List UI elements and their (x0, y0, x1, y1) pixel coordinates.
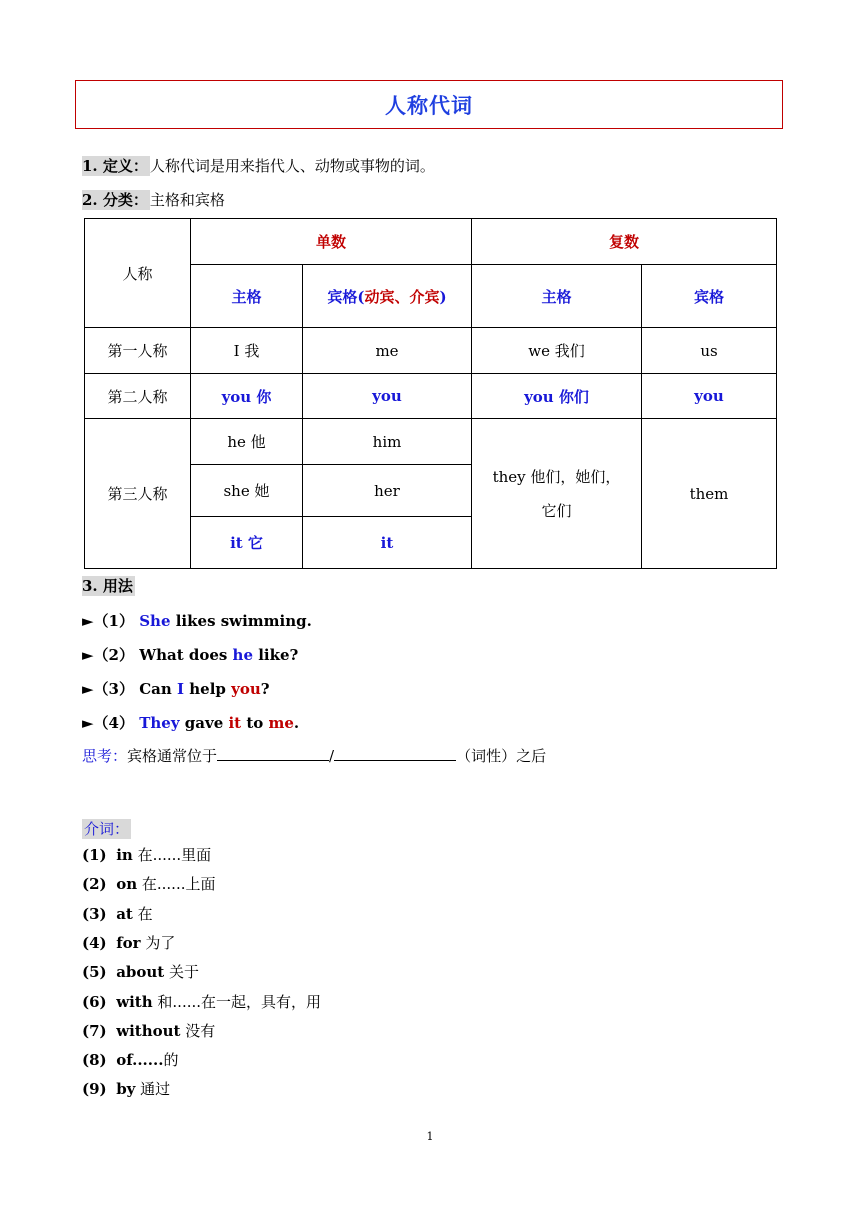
second-sing-subj: you 你 (191, 374, 303, 419)
row-label-second: 第二人称 (85, 374, 191, 419)
classification-line (82, 190, 225, 210)
preposition-item: (6) with 和......在一起，具有，用 (82, 992, 322, 1011)
definition-line (82, 156, 435, 176)
classification-text: 主格和宾格 (149, 191, 225, 209)
preposition-item: (5) about 关于 (82, 963, 200, 982)
third-plur-obj: them (642, 419, 777, 569)
page-number: 1 (426, 1130, 434, 1143)
blank-2[interactable] (334, 746, 456, 761)
example-4: ►（4） They gave it to me. (82, 714, 300, 732)
third-it: it 它 (191, 517, 303, 569)
prepositions-label: 介词： (84, 820, 130, 838)
example-2: ►（2） What does he like? (82, 646, 299, 664)
singular-header: 单数 (191, 219, 472, 265)
second-plur-subj: you 你们 (472, 374, 642, 419)
third-she: she 她 (191, 465, 303, 517)
singular-objective-header: 宾格(动宾、介宾) (303, 265, 472, 328)
third-it-obj: it (303, 517, 472, 569)
plural-subjective-header: 主格 (472, 265, 642, 328)
first-plur-subj: we 我们 (472, 328, 642, 374)
third-plur-subj: they 他们，她们， 它们 (472, 419, 642, 569)
pronoun-table (84, 218, 777, 569)
first-sing-obj: me (303, 328, 472, 374)
second-plur-obj: you (642, 374, 777, 419)
row-label-first: 第一人称 (85, 328, 191, 374)
classification-label: 2. 分类： (82, 191, 148, 209)
prepositions-heading (82, 819, 131, 839)
plural-header: 复数 (472, 219, 777, 265)
first-sing-subj: I 我 (191, 328, 303, 374)
row-label-third: 第三人称 (85, 419, 191, 569)
page-title: 人称代词 (385, 92, 473, 118)
preposition-item: (1) in 在......里面 (82, 846, 212, 864)
preposition-item: (8) of......的 (82, 1051, 179, 1070)
third-he: he 他 (191, 419, 303, 465)
think-label: 思考： (82, 747, 128, 765)
example-1: ►（1） She likes swimming. (82, 612, 312, 630)
usage-label: 3. 用法 (82, 577, 133, 595)
singular-subjective-header: 主格 (191, 265, 303, 328)
person-header: 人称 (85, 219, 191, 328)
preposition-item: (9) by 通过 (82, 1080, 171, 1099)
blank-1[interactable] (217, 746, 329, 761)
definition-label: 1. 定义： (82, 157, 148, 175)
third-her: her (303, 465, 472, 517)
preposition-item: (3) at 在 (82, 904, 153, 923)
usage-line (82, 576, 135, 596)
preposition-item: (2) on 在......上面 (82, 875, 216, 894)
third-him: him (303, 419, 472, 465)
preposition-item: (7) without 没有 (82, 1021, 216, 1040)
example-3: ►（3） Can I help you? (82, 680, 270, 698)
think-line: 思考：宾格通常位于 / （词性）之后 (82, 747, 547, 765)
definition-text: 人称代词是用来指代人、动物或事物的词。 (149, 157, 435, 175)
preposition-item: (4) for 为了 (82, 933, 176, 952)
title-box (75, 80, 783, 129)
plural-objective-header: 宾格 (642, 265, 777, 328)
first-plur-obj: us (642, 328, 777, 374)
second-sing-obj: you (303, 374, 472, 419)
